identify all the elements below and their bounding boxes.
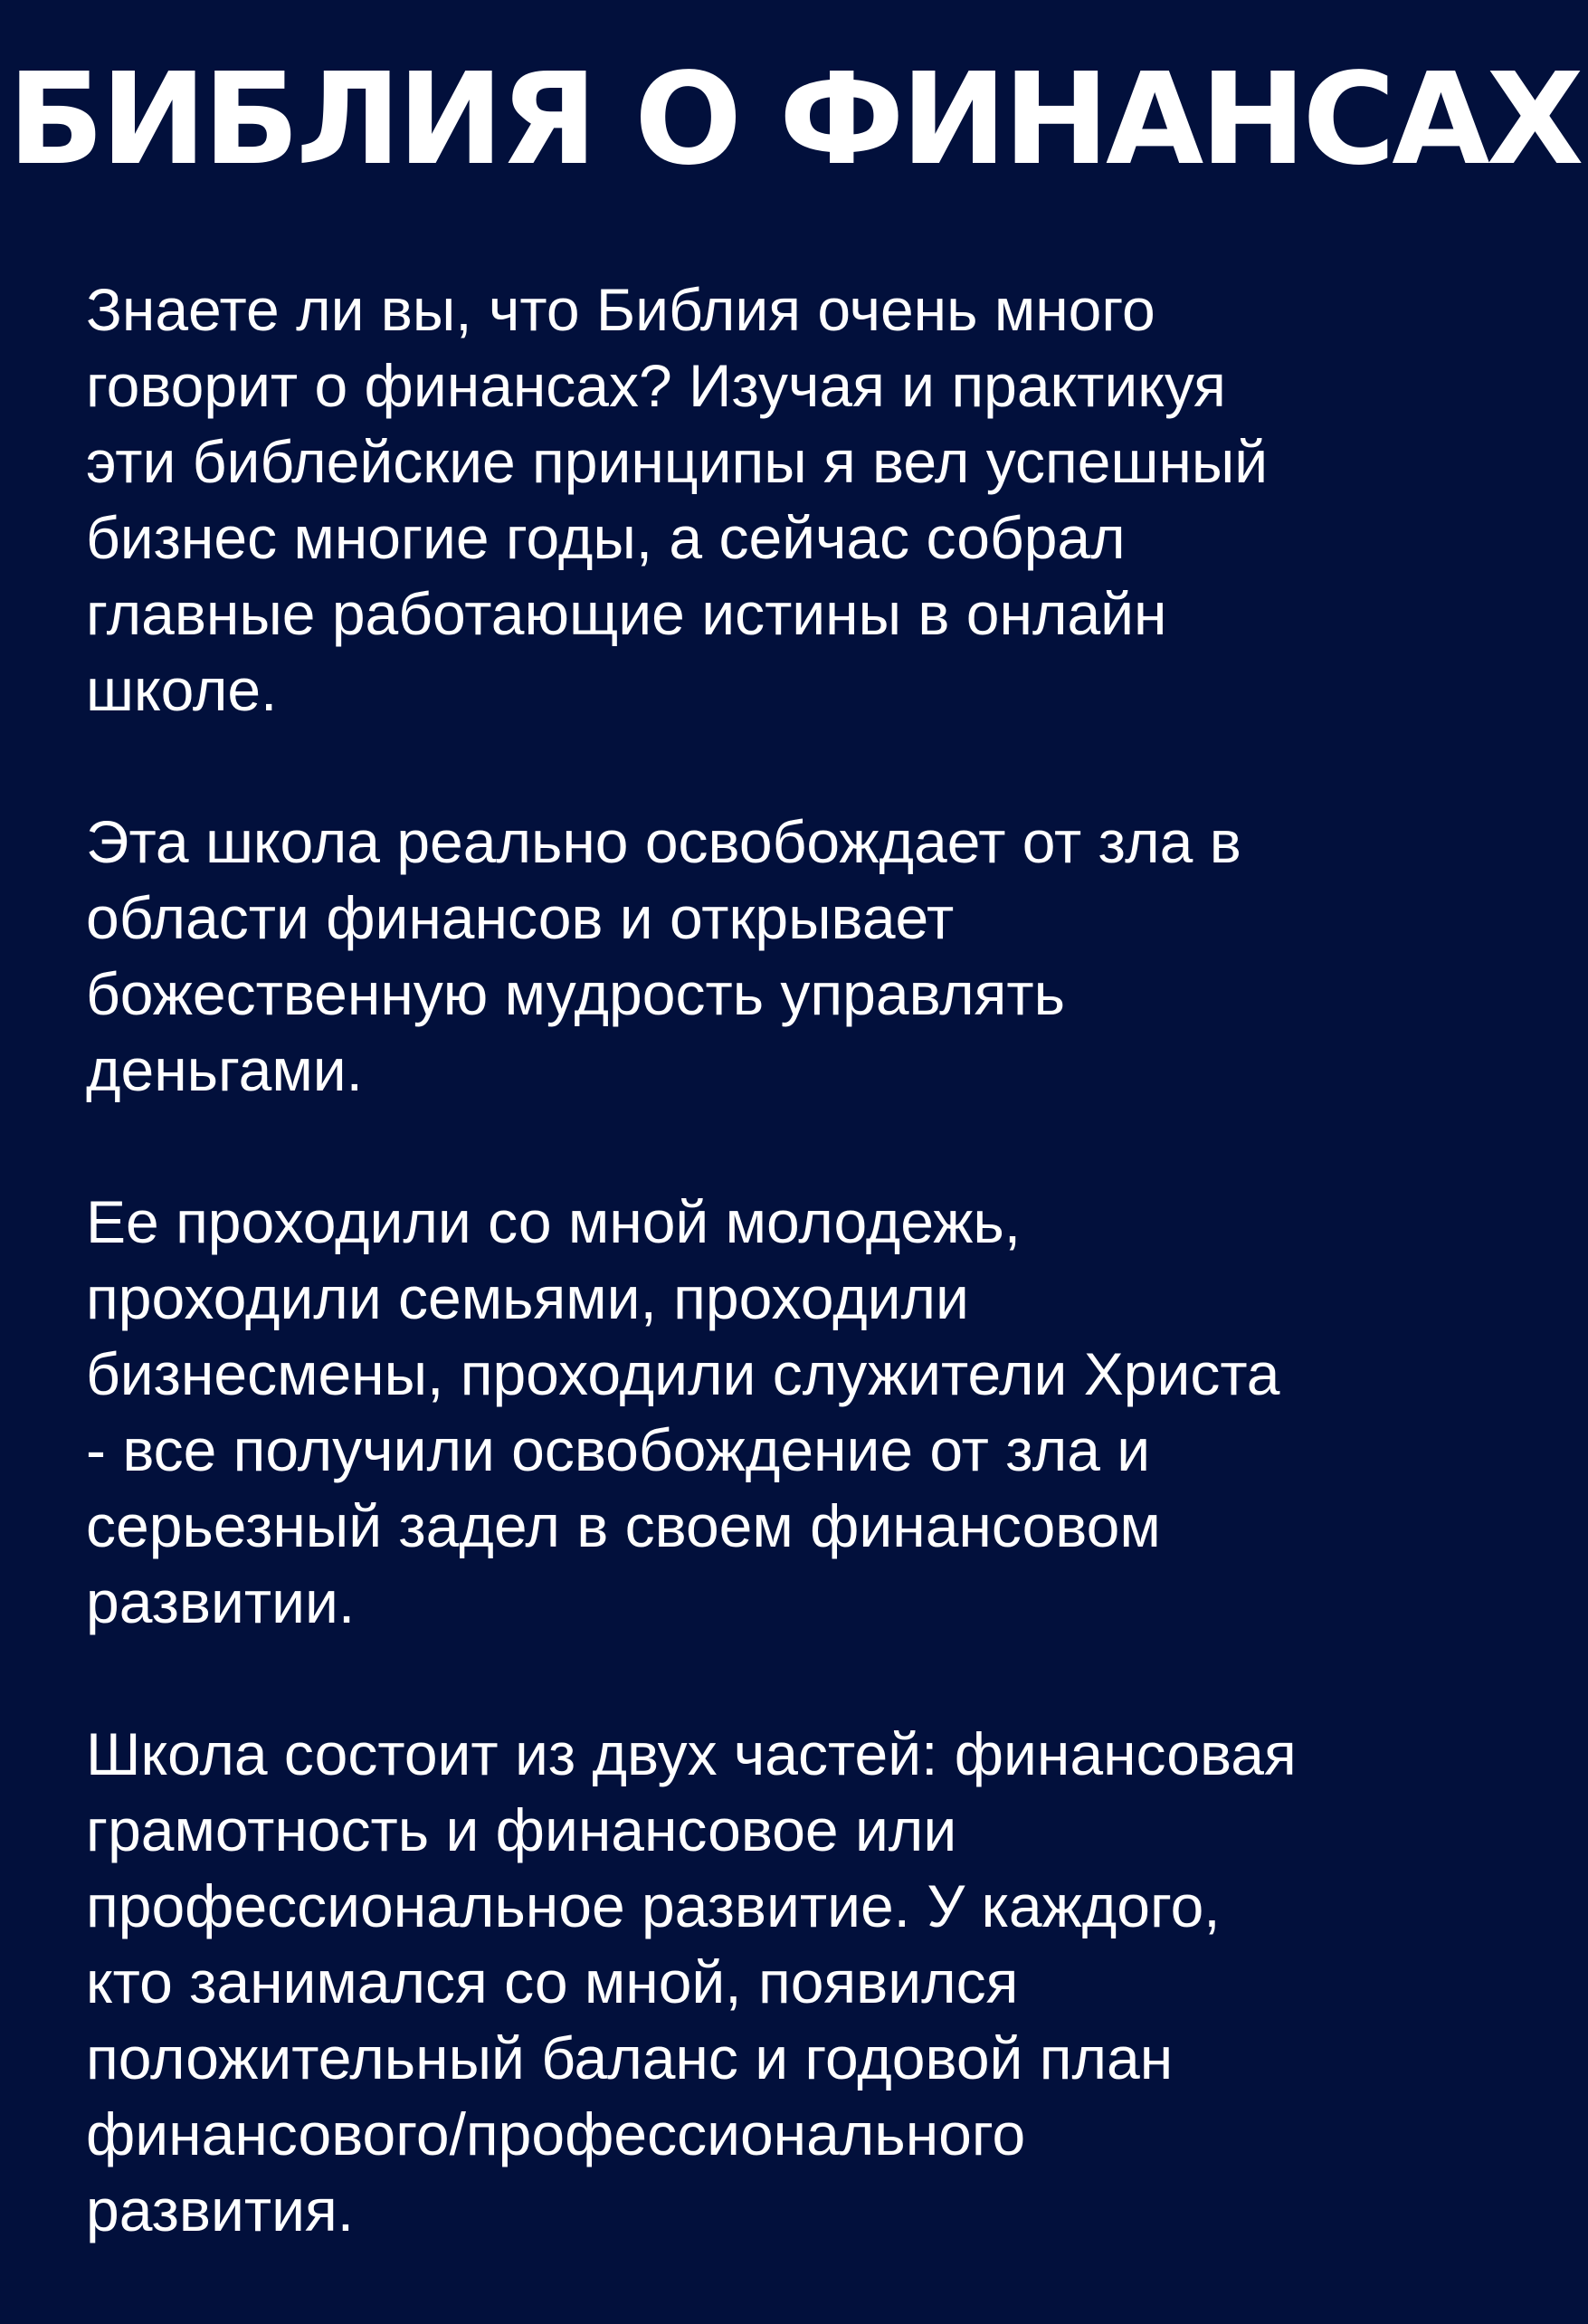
text-line: развития. [86, 2176, 355, 2243]
text-line: Эта школа реально освобождает от зла в [86, 808, 1241, 875]
text-line: Ее проходили со мной молодежь, [86, 1188, 1022, 1255]
paragraph-3 [86, 1184, 1552, 1640]
text-line: профессиональное развитие. У каждого, [86, 1872, 1221, 1939]
page-title: БИБЛИЯ О ФИНАНСАХ [7, 46, 1581, 194]
text-line: Знаете ли вы, что Библия очень много [86, 276, 1155, 343]
paragraph-4 [86, 1716, 1552, 2248]
paragraph-1 [86, 271, 1552, 728]
text-line: грамотность и финансовое или [86, 1796, 957, 1863]
text-line: бизнесмены, проходили служители Христа [86, 1340, 1280, 1407]
text-line: бизнес многие годы, а сейчас собрал [86, 504, 1126, 571]
text-line: положительный баланс и годовой план [86, 2024, 1174, 2091]
text-line: деньгами. [86, 1036, 363, 1103]
text-line: говорит о финансах? Изучая и практикуя [86, 352, 1226, 419]
text-line: финансового/профессионального [86, 2100, 1026, 2167]
text-line: главные работающие истины в онлайн [86, 580, 1167, 647]
text-line: проходили семьями, проходили [86, 1264, 969, 1331]
text-line: - все получили освобождение от зла и [86, 1416, 1151, 1483]
text-line: серьезный задел в своем финансовом [86, 1492, 1161, 1559]
text-line: развитии. [86, 1568, 356, 1635]
text-line: кто занимался со мной, появился [86, 1948, 1019, 2015]
text-line: эти библейские принципы я вел успешный [86, 428, 1269, 495]
text-line: области финансов и открывает [86, 884, 955, 951]
text-line: Школа состоит из двух частей: финансовая [86, 1720, 1297, 1787]
body-text [86, 271, 1552, 2324]
text-line: школе. [86, 656, 278, 723]
paragraph-2 [86, 804, 1552, 1108]
text-line: божественную мудрость управлять [86, 960, 1065, 1027]
